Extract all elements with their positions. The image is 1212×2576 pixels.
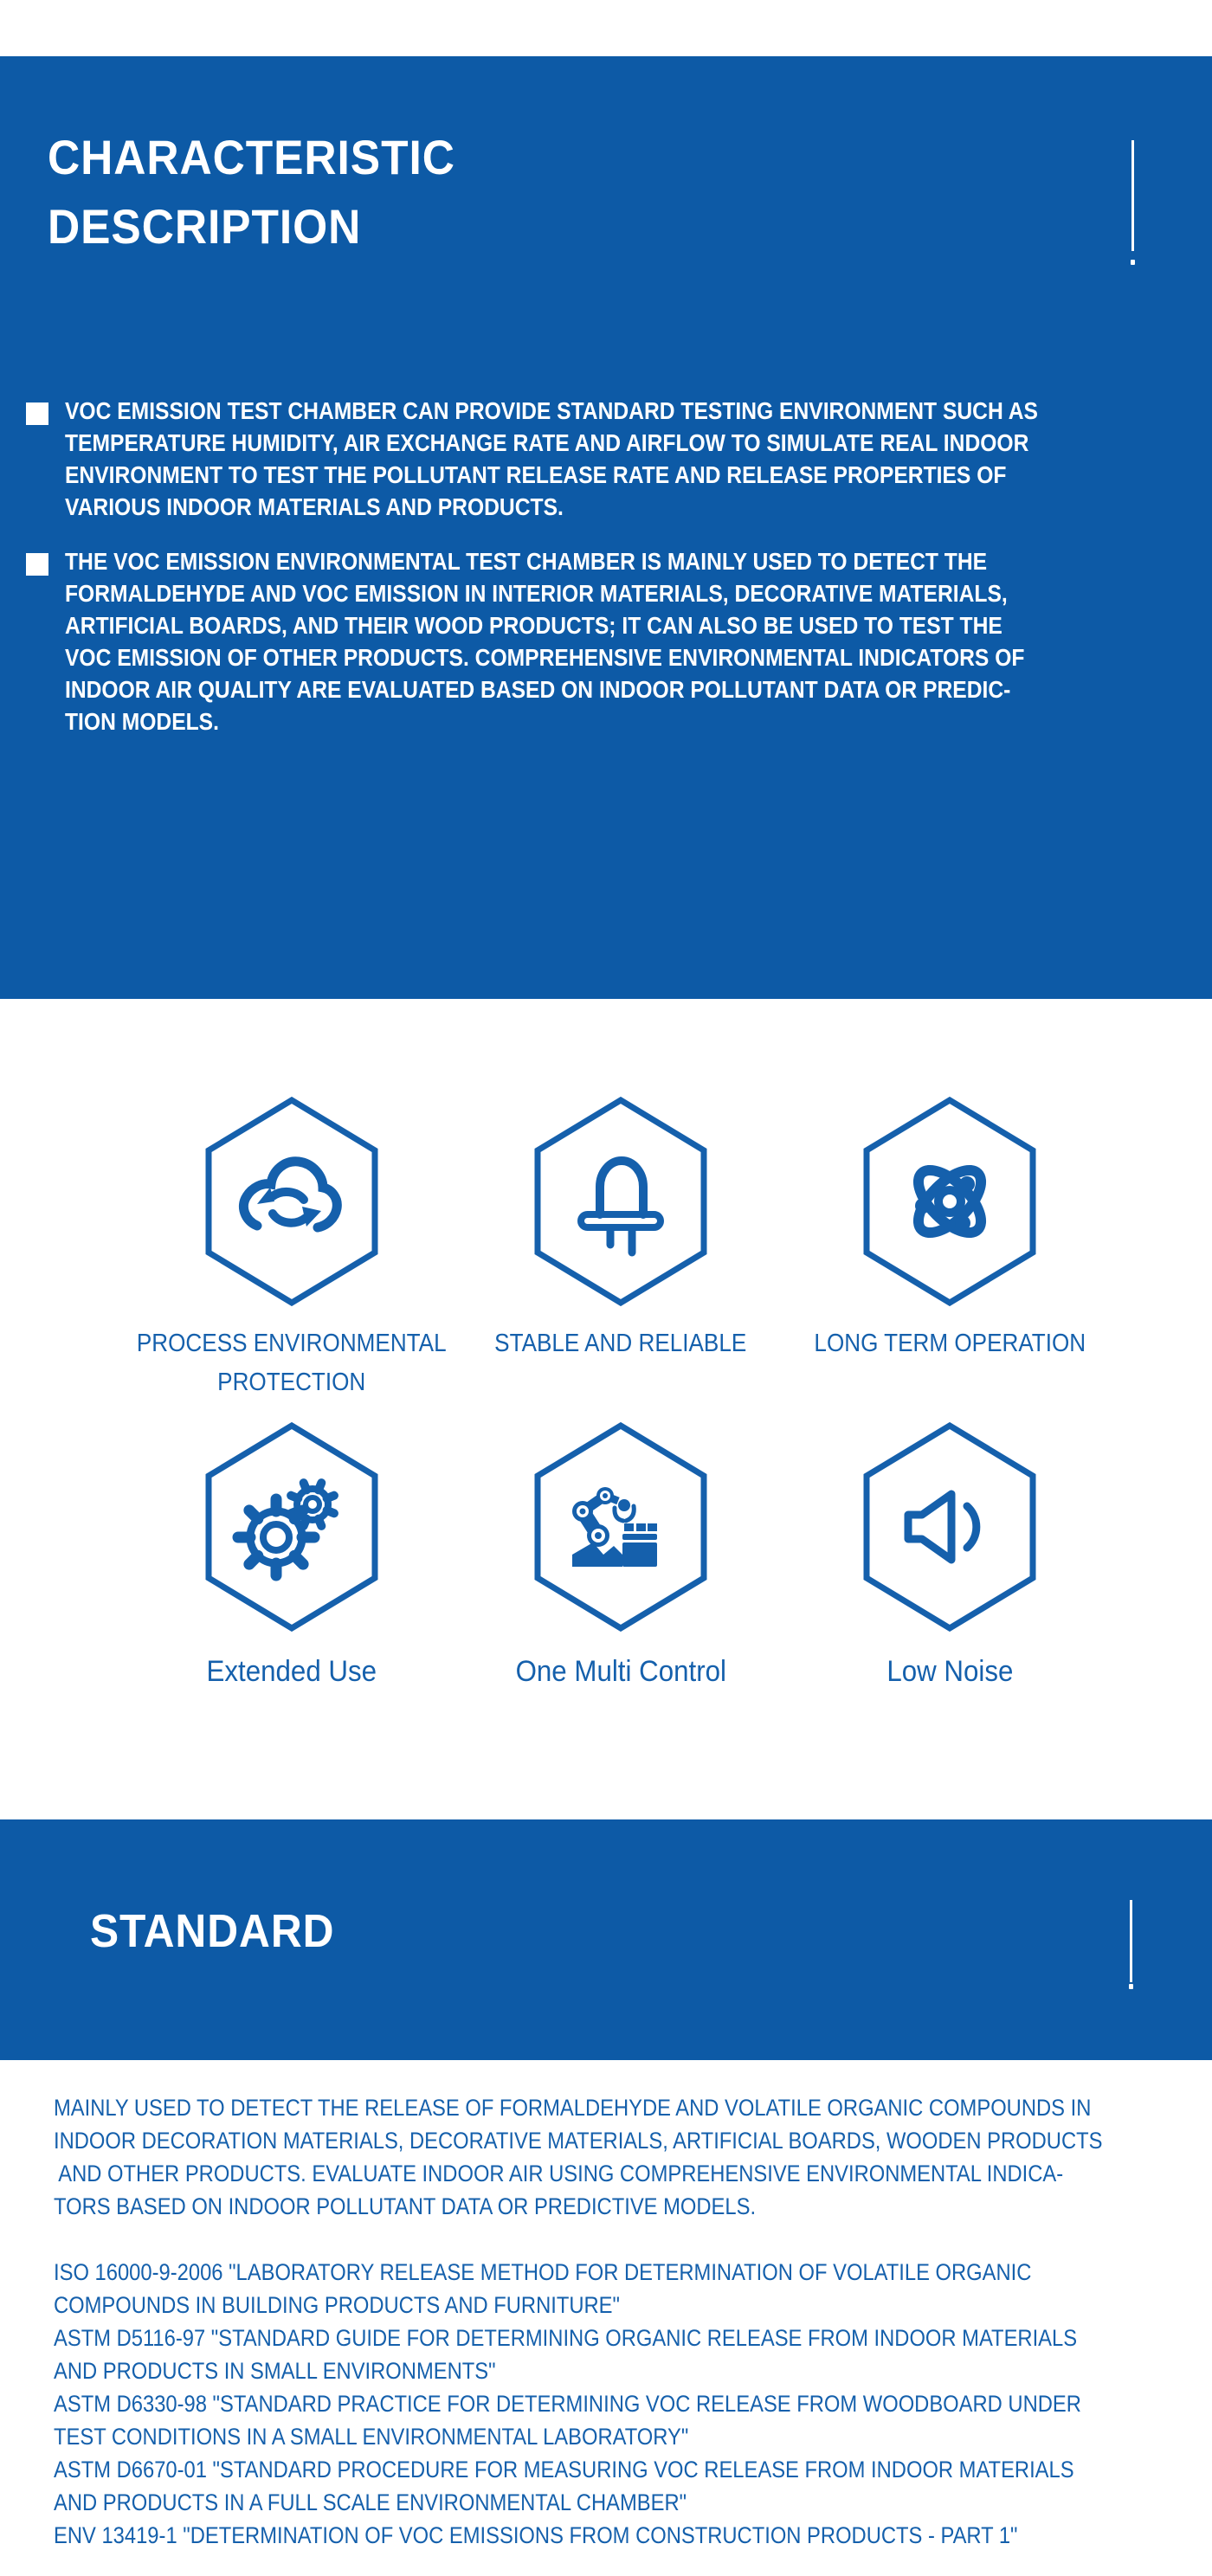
square-bullet-icon <box>26 402 48 425</box>
feature-label <box>881 1652 1019 1690</box>
text-line: STANDARD <box>90 1905 335 1957</box>
feature-label <box>119 1324 463 1402</box>
text-line: ENV 13419-1 "DETERMINATION OF VOC EMISSIONS FROM CONSTRUCTION PRODUCTS - PART 1" <box>54 2522 1018 2548</box>
text-line: TEST CONDITIONS IN A SMALL ENVIRONMENTAL LABORATORY" <box>54 2424 689 2450</box>
text-line: INDOOR AIR QUALITY ARE EVALUATED BASED ON INDOOR POLLUTANT DATA OR PREDIC- <box>65 676 1011 703</box>
standards-intro <box>54 2091 1203 2223</box>
feature-grid <box>127 1097 1114 1690</box>
feature-label <box>199 1652 384 1690</box>
text-line: TORS BASED ON INDOOR POLLUTANT DATA OR PREDICTIVE MODELS. <box>54 2193 757 2219</box>
feature-card-extended-use <box>127 1422 456 1690</box>
feature-label <box>480 1324 760 1363</box>
description-paragraph <box>0 395 1195 523</box>
text-line: Low Noise <box>886 1655 1014 1688</box>
feature-card-one-multi-control <box>456 1422 785 1690</box>
text-line: STABLE AND RELIABLE <box>494 1330 747 1357</box>
led-icon <box>530 1097 712 1306</box>
atom-icon <box>859 1097 1041 1306</box>
text-line: ISO 16000-9-2006 "LABORATORY RELEASE METHOD FOR DETERMINATION OF VOLATILE ORGANIC <box>54 2259 1032 2285</box>
text-line: ASTM D6670-01 "STANDARD PROCEDURE FOR MEASURING VOC RELEASE FROM INDOOR MATERIALS <box>54 2457 1074 2483</box>
speaker-icon <box>859 1422 1041 1632</box>
decorative-vertical-line <box>1130 1900 1132 1982</box>
text-line: ENVIRONMENT TO TEST THE POLLUTANT RELEASE RATE AND RELEASE PROPERTIES OF <box>65 461 1007 488</box>
text-line: TION MODELS. <box>65 708 219 735</box>
text-line: VOC EMISSION TEST CHAMBER CAN PROVIDE STANDARD TESTING ENVIRONMENT SUCH AS <box>65 397 1038 424</box>
text-line: PROTECTION <box>217 1368 366 1396</box>
gears-icon <box>201 1422 383 1632</box>
feature-label <box>506 1652 736 1690</box>
text-line: AND PRODUCTS IN SMALL ENVIRONMENTS" <box>54 2358 496 2384</box>
feature-row <box>127 1422 1114 1690</box>
standard-section-header <box>0 1819 1212 2060</box>
cloud-recycle-icon <box>201 1097 383 1306</box>
feature-row <box>127 1097 1114 1422</box>
text-line: MAINLY USED TO DETECT THE RELEASE OF FORMALDEHYDE AND VOLATILE ORGANIC COMPOUNDS IN <box>54 2095 1092 2121</box>
description-paragraph <box>0 545 1195 737</box>
description-paragraphs <box>0 395 1195 737</box>
paragraph-text <box>65 545 1195 737</box>
feature-card-stable-and-reliable <box>456 1097 785 1422</box>
feature-card-process-environmental-protection <box>127 1097 456 1422</box>
text-line: LONG TERM OPERATION <box>814 1330 1086 1357</box>
feature-card-long-term-operation <box>785 1097 1114 1422</box>
standards-text-section <box>54 2091 1203 2552</box>
text-line: CHARACTERISTIC <box>48 130 455 184</box>
text-line: VARIOUS INDOOR MATERIALS AND PRODUCTS. <box>65 493 564 520</box>
text-line: AND PRODUCTS IN A FULL SCALE ENVIRONMENTAL CHAMBER" <box>54 2489 687 2515</box>
feature-card-low-noise <box>785 1422 1114 1690</box>
text-line: COMPOUNDS IN BUILDING PRODUCTS AND FURNITURE" <box>54 2292 620 2318</box>
decorative-vertical-line <box>1131 140 1134 251</box>
text-line: ASTM D5116-97 "STANDARD GUIDE FOR DETERMINING ORGANIC RELEASE FROM INDOOR MATERIALS <box>54 2325 1078 2351</box>
section-title-characteristic-description <box>48 123 491 261</box>
text-line: ARTIFICIAL BOARDS, AND THEIR WOOD PRODUCTS; IT CAN ALSO BE USED TO TEST THE <box>65 612 1002 639</box>
standards-list <box>54 2256 1203 2552</box>
decorative-dot <box>1131 260 1135 265</box>
text-line: THE VOC EMISSION ENVIRONMENTAL TEST CHAMBER IS MAINLY USED TO DETECT THE <box>65 548 988 575</box>
characteristic-description-section <box>0 56 1212 999</box>
paragraph-text <box>65 395 1195 523</box>
text-line: PROCESS ENVIRONMENTAL <box>137 1330 447 1357</box>
decorative-dot <box>1129 1984 1133 1989</box>
text-line: DESCRIPTION <box>48 199 362 254</box>
text-line: FORMALDEHYDE AND VOC EMISSION IN INTERIOR MATERIALS, DECORATIVE MATERIALS, <box>65 580 1008 607</box>
text-line: One Multi Control <box>515 1655 726 1688</box>
square-bullet-icon <box>26 553 48 576</box>
section-title-standard <box>90 1905 356 1957</box>
big-gear <box>238 1499 314 1575</box>
text-line: VOC EMISSION OF OTHER PRODUCTS. COMPREHENSIVE ENVIRONMENTAL INDICATORS OF <box>65 644 1025 671</box>
text-line: Extended Use <box>206 1655 377 1688</box>
text-line: TEMPERATURE HUMIDITY, AIR EXCHANGE RATE AND AIRFLOW TO SIMULATE REAL INDOOR <box>65 429 1029 456</box>
text-line: AND OTHER PRODUCTS. EVALUATE INDOOR AIR USING COMPREHENSIVE ENVIRONMENTAL INDICA- <box>54 2161 1064 2186</box>
robot-arm-icon <box>530 1422 712 1632</box>
text-line: INDOOR DECORATION MATERIALS, DECORATIVE MATERIALS, ARTIFICIAL BOARDS, WOODEN PRODUCTS <box>54 2128 1103 2154</box>
text-line: ASTM D6330-98 "STANDARD PRACTICE FOR DETERMINING VOC RELEASE FROM WOODBOARD UNDER <box>54 2391 1081 2417</box>
feature-label <box>799 1324 1101 1363</box>
